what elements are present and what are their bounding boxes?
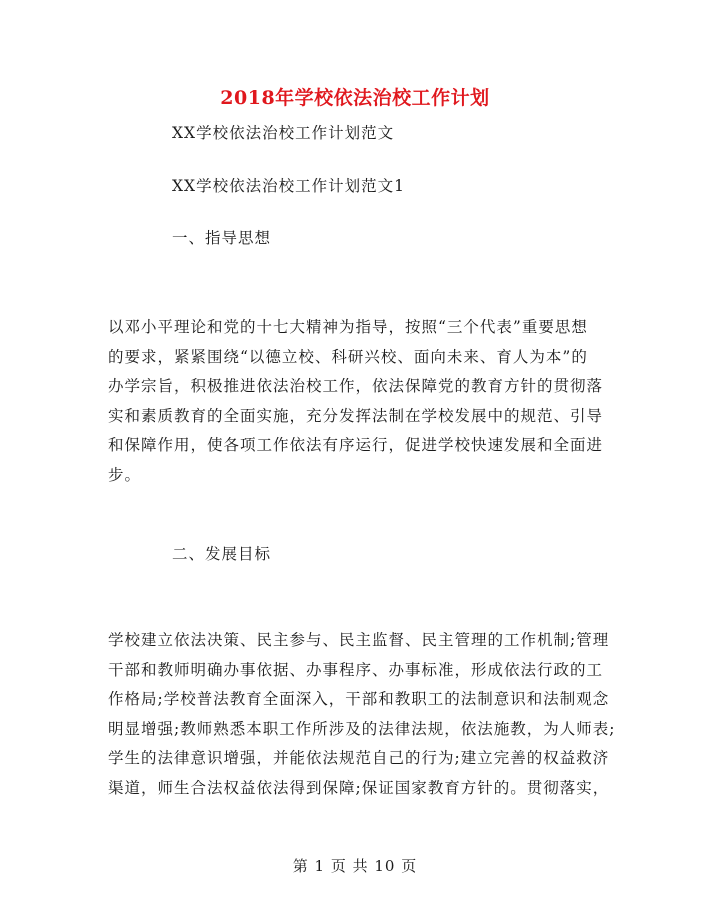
paragraph-line: 干部和教师明确办事依据、办事程序、办事标准，形成依法行政的工: [108, 660, 604, 679]
page-footer: 第 1 页 共 10 页: [292, 857, 418, 875]
paragraph-line: 明显增强;教师熟悉本职工作所涉及的法律法规，依法施教，为人师表;: [108, 719, 616, 738]
paragraph-line: 办学宗旨，积极推进依法治校工作，依法保障党的教育方针的贯彻落: [108, 377, 604, 395]
paragraph-development-goals: [108, 630, 616, 807]
paragraph-line: 渠道，师生合法权益依法得到保障;保证国家教育方针的。贯彻落实，: [108, 778, 610, 797]
paragraph-line: 学生的法律意识增强，并能依法规范自己的行为;建立完善的权益救济: [108, 749, 610, 767]
paragraph-line: 的要求，紧紧围绕“以德立校、科研兴校、面向未来、育人为本”的: [108, 347, 588, 366]
paragraph-line: 以邓小平理论和党的十七大精神为指导，按照“三个代表”重要思想: [108, 318, 588, 336]
section-heading-development-goals: 二、发展目标: [172, 545, 272, 563]
paragraph-line: 学校建立依法决策、民主参与、民主监督、民主管理的工作机制;管理: [108, 631, 610, 649]
paragraph-line: 步。: [108, 465, 142, 484]
paragraph-line: 和保障作用，使各项工作依法有序运行，促进学校快速发展和全面进: [108, 436, 604, 454]
document-title: 2018年学校依法治校工作计划: [220, 87, 490, 109]
document-subtitle: XX学校依法治校工作计划范文: [172, 124, 395, 142]
section-heading-guiding-ideology: 一、指导思想: [172, 229, 272, 247]
paragraph-line: 实和素质教育的全面实施，充分发挥法制在学校发展中的规范、引导: [108, 406, 604, 425]
paragraph-line: 作格局;学校普法教育全面深入，干部和教职工的法制意识和法制观念: [108, 690, 610, 708]
paragraph-guiding-ideology: [108, 317, 604, 494]
document-subtitle-2: XX学校依法治校工作计划范文1: [172, 177, 405, 195]
